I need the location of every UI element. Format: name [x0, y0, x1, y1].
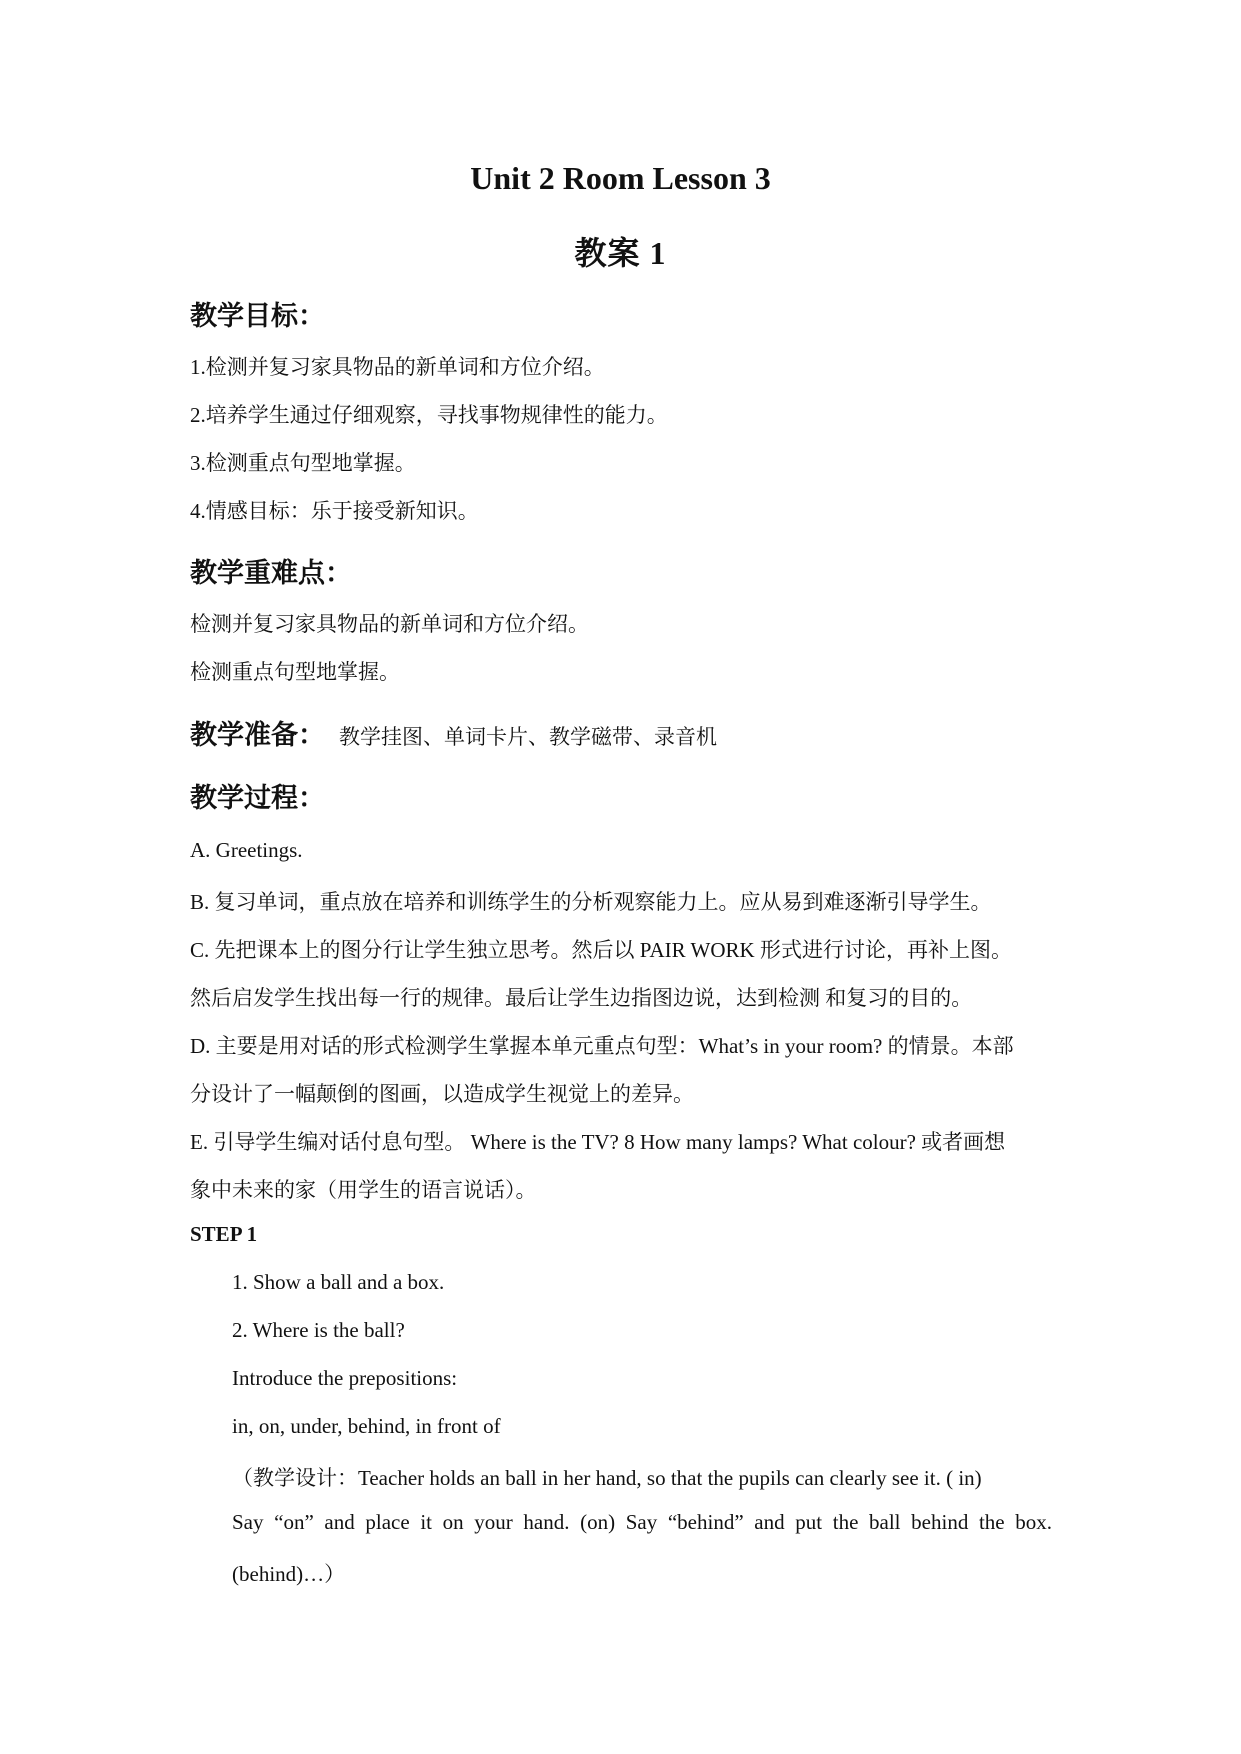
step1-line: 1. Show a ball and a box.: [232, 1270, 445, 1294]
process-line: 然后启发学生找出每一行的规律。最后让学生边指图边说，达到检测 和复习的目的。: [190, 986, 973, 1010]
step1-heading: STEP 1: [190, 1222, 258, 1246]
process-line: B. 复习单词，重点放在培养和训练学生的分析观察能力上。应从易到难逐渐引导学生。: [190, 890, 992, 914]
step1-line: Say “on” and place it on your hand. (on) Say “behind” and put the ball behind the box.: [232, 1510, 1052, 1534]
process-line: 分设计了一幅颠倒的图画，以造成学生视觉上的差异。: [190, 1082, 694, 1106]
step1-line: (behind)…）: [232, 1562, 346, 1586]
preparation-heading: 教学准备：: [190, 720, 325, 750]
preparation-line: [190, 713, 717, 752]
process-line: 象中未来的家（用学生的语言说话）。: [190, 1178, 537, 1202]
process-heading: 教学过程：: [190, 783, 325, 813]
objective-item: 3.检测重点句型地掌握。: [190, 451, 416, 475]
process-line: A. Greetings.: [190, 838, 303, 862]
objective-item: 1.检测并复习家具物品的新单词和方位介绍。: [190, 355, 605, 379]
process-line: C. 先把课本上的图分行让学生独立思考。然后以 PAIR WORK 形式进行讨论，再补上图。: [190, 938, 1012, 962]
document-subtitle: 教案 1: [574, 235, 667, 271]
objective-item: 4.情感目标：乐于接受新知识。: [190, 499, 479, 523]
step1-line: 2. Where is the ball?: [232, 1318, 405, 1342]
step1-line: （教学设计：Teacher holds an ball in her hand, so that the pupils can clearly see it. ( in): [232, 1466, 982, 1490]
document-title: Unit 2 Room Lesson 3: [470, 160, 771, 196]
step1-line: Introduce the prepositions:: [232, 1366, 458, 1390]
preparation-text: 教学挂图、单词卡片、教学磁带、录音机: [339, 725, 717, 749]
process-line: D. 主要是用对话的形式检测学生掌握本单元重点句型：What’s in your room? 的情景。本部: [190, 1034, 1014, 1058]
step1-line: in, on, under, behind, in front of: [232, 1414, 501, 1438]
key-point-item: 检测并复习家具物品的新单词和方位介绍。: [190, 612, 589, 636]
key-point-item: 检测重点句型地掌握。: [190, 660, 400, 684]
process-line: E. 引导学生编对话付息句型。 Where is the TV? 8 How many lamps? What colour? 或者画想: [190, 1130, 1006, 1154]
objectives-heading: 教学目标：: [190, 301, 325, 331]
objective-item: 2.培养学生通过仔细观察，寻找事物规律性的能力。: [190, 403, 668, 427]
key-points-heading: 教学重难点：: [190, 558, 352, 588]
